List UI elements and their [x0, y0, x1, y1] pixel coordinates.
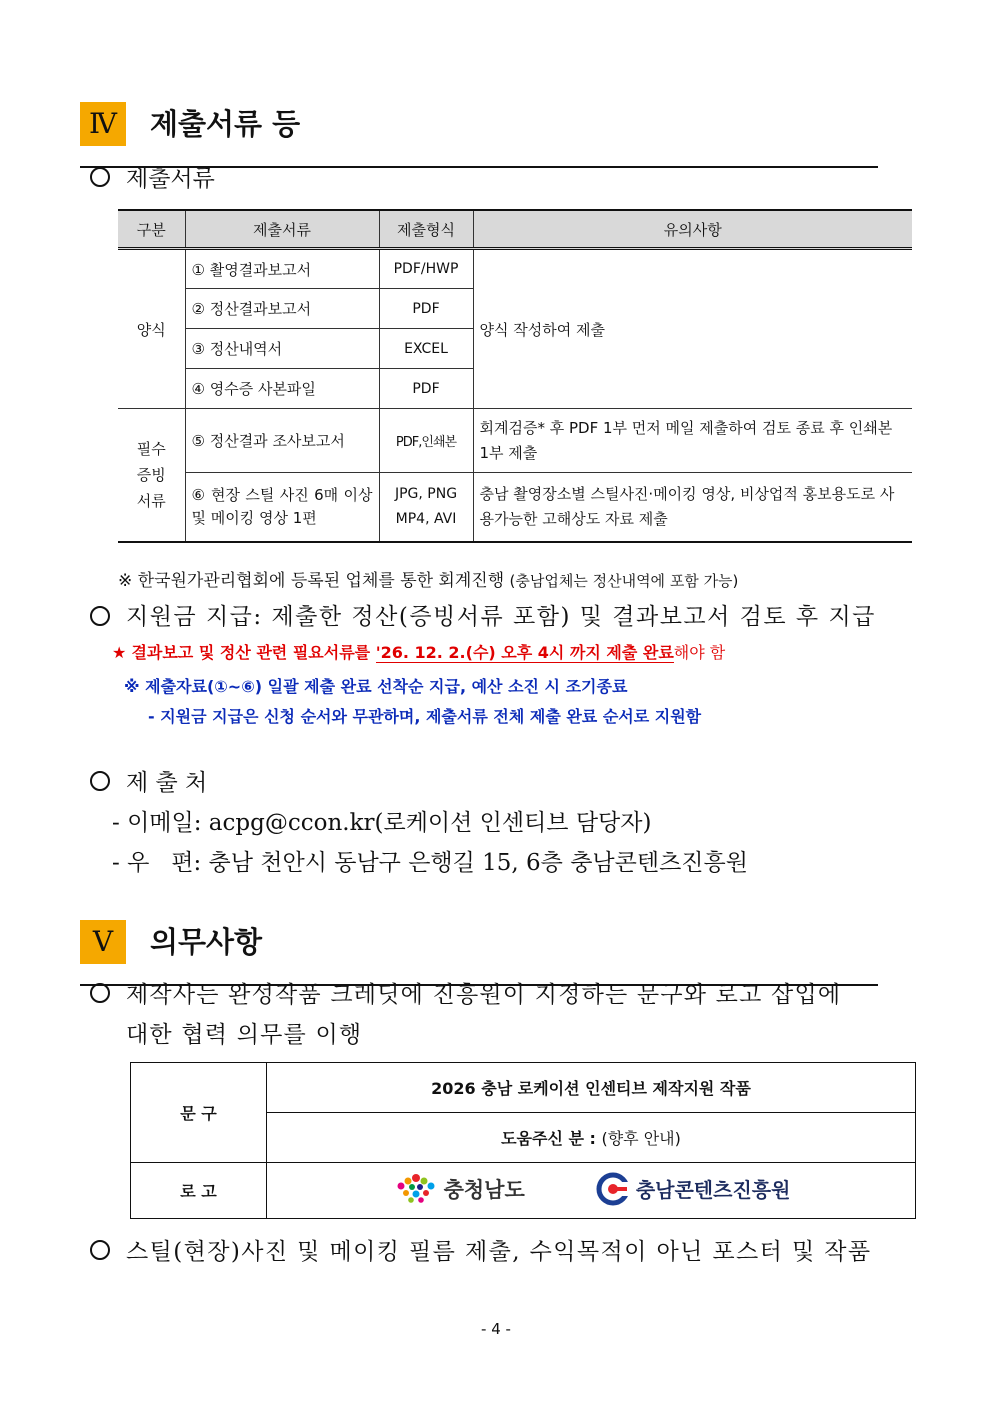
circle-bullet-icon: [90, 983, 110, 1003]
phrase-1: 2026 충남 로케이션 인센티브 제작지원 작품: [267, 1063, 916, 1113]
doc-4: ④ 영수증 사본파일: [185, 369, 379, 409]
note-evidence: 회계검증* 후 PDF 1부 먼저 메일 제출하여 검토 종료 후 인쇄본 1부 제출: [473, 409, 912, 473]
circle-bullet-icon: [90, 167, 110, 187]
section-4-header: [80, 102, 878, 168]
note-still: 충남 촬영장소별 스틸사진·메이킹 영상, 비상업적 홍보용도로 사용가능한 고해상도 자료 제출: [473, 473, 912, 542]
logos-cell: [267, 1163, 916, 1219]
format-5: PDF,인쇄본: [379, 409, 473, 473]
chungnam-logo: 충청남도: [392, 1172, 525, 1206]
circle-bullet-icon: [90, 606, 110, 626]
format-6: JPG, PNG MP4, AVI: [379, 473, 473, 542]
blue-note-2: - 지원금 지급은 신청 순서와 무관하며, 제출서류 전체 제출 완료 순서로 지원함: [148, 707, 702, 726]
doc-1: ① 촬영결과보고서: [185, 249, 379, 289]
footnote: ※ 한국원가관리협회에 등록된 업체를 통한 회계진행 (충남업체는 정산내역에 포함 가능): [118, 571, 739, 591]
doc-3: ③ 정산내역서: [185, 329, 379, 369]
header-docs: 제출서류: [185, 210, 379, 249]
format-4: PDF: [379, 369, 473, 409]
page-number: - 4 -: [481, 1320, 511, 1338]
blue-note-1: ※ 제출자료(①~⑥) 일괄 제출 완료 선착순 지급, 예산 소진 시 조기종료: [124, 677, 628, 696]
section-4-number: Ⅳ: [80, 102, 126, 146]
section-4-title: 제출서류 등: [150, 107, 301, 141]
duty-text-1: 제작사는 완성작품 크레딧에 진흥원이 지정하는 문구와 로고 삽입에: [126, 982, 842, 1008]
credit-table: [130, 1062, 916, 1219]
deadline-date: '26. 12. 2.(수) 오후 4시 까지 제출 완료: [375, 643, 674, 662]
header-notes: 유의사항: [473, 210, 912, 249]
ccon-emblem-icon: [596, 1172, 630, 1206]
doc-5: ⑤ 정산결과 조사보고서: [185, 409, 379, 473]
duty-text-2: 대한 협력 의무를 이행: [126, 1022, 363, 1048]
submission-table: [118, 209, 912, 543]
circle-bullet-icon: [90, 771, 110, 791]
group-evidence: 필수 증빙 서류: [118, 409, 185, 542]
header-format: 제출형식: [379, 210, 473, 249]
deadline-line: ★ 결과보고 및 정산 관련 필요서류를 '26. 12. 2.(수) 오후 4시 까지 제출 완료해야 함: [112, 643, 726, 662]
doc-2: ② 정산결과보고서: [185, 289, 379, 329]
doc-6: ⑥ 현장 스틸 사진 6매 이상 및 메이킹 영상 1편: [185, 473, 379, 542]
duty-text-3: 스틸(현장)사진 및 메이킹 필름 제출, 수익목적이 아닌 포스터 및 작품: [126, 1239, 872, 1265]
format-3: EXCEL: [379, 329, 473, 369]
grant-text: 지원금 지급: 제출한 정산(증빙서류 포함) 및 결과보고서 검토 후 지급: [126, 604, 876, 630]
logo-label: 로 고: [131, 1163, 267, 1219]
phrase-2: 도움주신 분 : (향후 안내): [267, 1113, 916, 1163]
ccon-logo: 충남콘텐츠진흥원: [596, 1172, 791, 1206]
note-form: 양식 작성하여 제출: [473, 249, 912, 409]
format-1: PDF/HWP: [379, 249, 473, 289]
section-5-title: 의무사항: [150, 925, 263, 959]
post-line: - 우 편: 충남 천안시 동남구 은행길 15, 6층 충남콘텐츠진흥원: [112, 850, 748, 876]
dest-heading: 제 출 처: [126, 770, 208, 796]
star-icon: ★: [112, 643, 127, 662]
phrase-label: 문 구: [131, 1063, 267, 1163]
docs-heading: 제출서류: [126, 166, 215, 192]
chungnam-emblem-icon: [392, 1172, 440, 1206]
header-category: 구분: [118, 210, 185, 249]
email-line: - 이메일: acpg@ccon.kr(로케이션 인센티브 담당자): [112, 810, 652, 836]
circle-bullet-icon: [90, 1240, 110, 1260]
format-2: PDF: [379, 289, 473, 329]
section-5-number: Ⅴ: [80, 920, 126, 964]
group-form: 양식: [118, 249, 185, 409]
